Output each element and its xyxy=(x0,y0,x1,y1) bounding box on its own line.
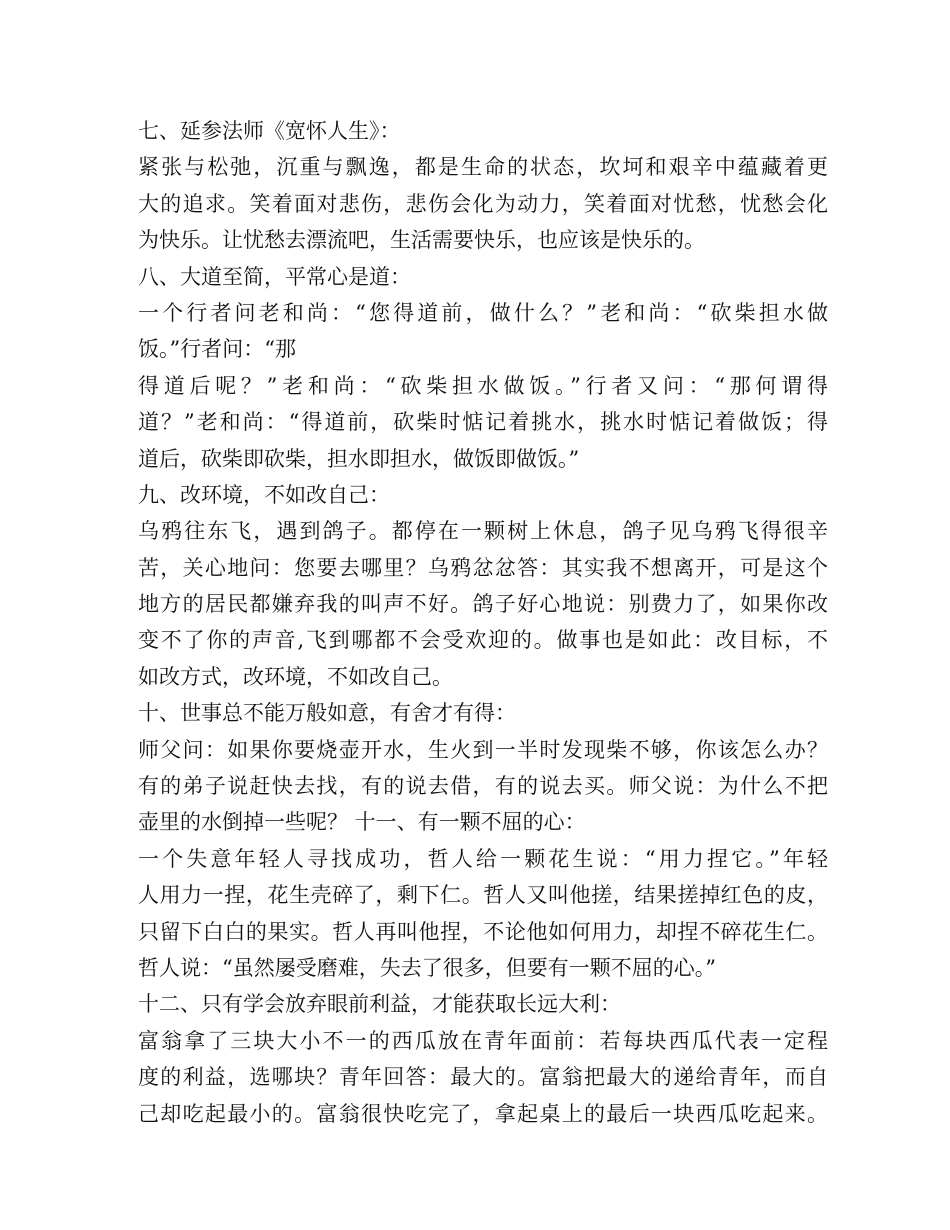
paragraph-line: 一个失意年轻人寻找成功，哲人给一颗花生说：“用力捏它。”年轻 xyxy=(138,846,828,871)
heading-8: 八、大道至简，平常心是道： xyxy=(138,264,411,289)
paragraph-line: 紧张与松弛，沉重与飘逸，都是生命的状态，坎坷和艰辛中蕴藏着更 xyxy=(138,155,828,180)
paragraph-line: 哲人说：“虽然屡受磨难，失去了很多，但要有一颗不屈的心。” xyxy=(138,955,716,980)
paragraph-line: 为快乐。让忧愁去漂流吧，生活需要快乐，也应该是快乐的。 xyxy=(138,228,705,253)
paragraph-line: 道后，砍柴即砍柴，担水即担水，做饭即做饭。” xyxy=(138,446,580,471)
paragraph-line: 苦，关心地问：您要去哪里？乌鸦忿忿答：其实我不想离开，可是这个 xyxy=(138,555,828,580)
paragraph-line: 地方的居民都嫌弃我的叫声不好。鸽子好心地说：别费力了，如果你改 xyxy=(138,592,828,617)
heading-7: 七、延参法师《宽怀人生》： xyxy=(138,119,401,143)
paragraph-line: 度的利益，选哪块？青年回答：最大的。富翁把最大的递给青年，而自 xyxy=(138,1065,828,1090)
paragraph-line: 人用力一捏，花生壳碎了，剩下仁。哲人又叫他搓，结果搓掉红色的皮， xyxy=(138,883,828,908)
paragraph-line: 如改方式，改环境，不如改自己。 xyxy=(138,664,453,689)
paragraph-line-with-heading-11: 壶里的水倒掉一些呢？ 十一、有一颗不屈的心： xyxy=(138,810,586,835)
paragraph-line: 乌鸦往东飞，遇到鸽子。都停在一颗树上休息，鸽子见乌鸦飞得很辛 xyxy=(138,519,828,544)
paragraph-line: 己却吃起最小的。富翁很快吃完了，拿起桌上的最后一块西瓜吃起来。 xyxy=(138,1101,828,1126)
paragraph-line: 得道后呢？”老和尚：“砍柴担水做饭。”行者又问：“那何谓得 xyxy=(138,373,828,398)
paragraph-line: 一个行者问老和尚：“您得道前，做什么？”老和尚：“砍柴担水做 xyxy=(138,300,828,325)
paragraph-line: 饭。”行者问：“那 xyxy=(138,337,296,362)
heading-10: 十、世事总不能万般如意，有舍才有得： xyxy=(138,701,516,726)
heading-9: 九、改环境，不如改自己： xyxy=(138,482,390,507)
paragraph-line: 富翁拿了三块大小不一的西瓜放在青年面前：若每块西瓜代表一定程 xyxy=(138,1028,828,1053)
paragraph-line: 只留下白白的果实。哲人再叫他捏，不论他如何用力，却捏不碎花生仁。 xyxy=(138,919,828,944)
paragraph-line: 有的弟子说赶快去找，有的说去借，有的说去买。师父说：为什么不把 xyxy=(138,774,828,799)
paragraph-line: 道？”老和尚：“得道前，砍柴时惦记着挑水，挑水时惦记着做饭；得 xyxy=(138,410,828,435)
paragraph-line: 变不了你的声音,飞到哪都不会受欢迎的。做事也是如此：改目标，不 xyxy=(138,628,828,653)
paragraph-line: 大的追求。笑着面对悲伤，悲伤会化为动力，笑着面对忧愁，忧愁会化 xyxy=(138,191,828,216)
document-body xyxy=(138,113,828,1132)
heading-12: 十二、只有学会放弃眼前利益，才能获取长远大利： xyxy=(138,992,621,1017)
paragraph-line: 师父问：如果你要烧壶开水，生火到一半时发现柴不够，你该怎么办？ xyxy=(138,737,828,762)
